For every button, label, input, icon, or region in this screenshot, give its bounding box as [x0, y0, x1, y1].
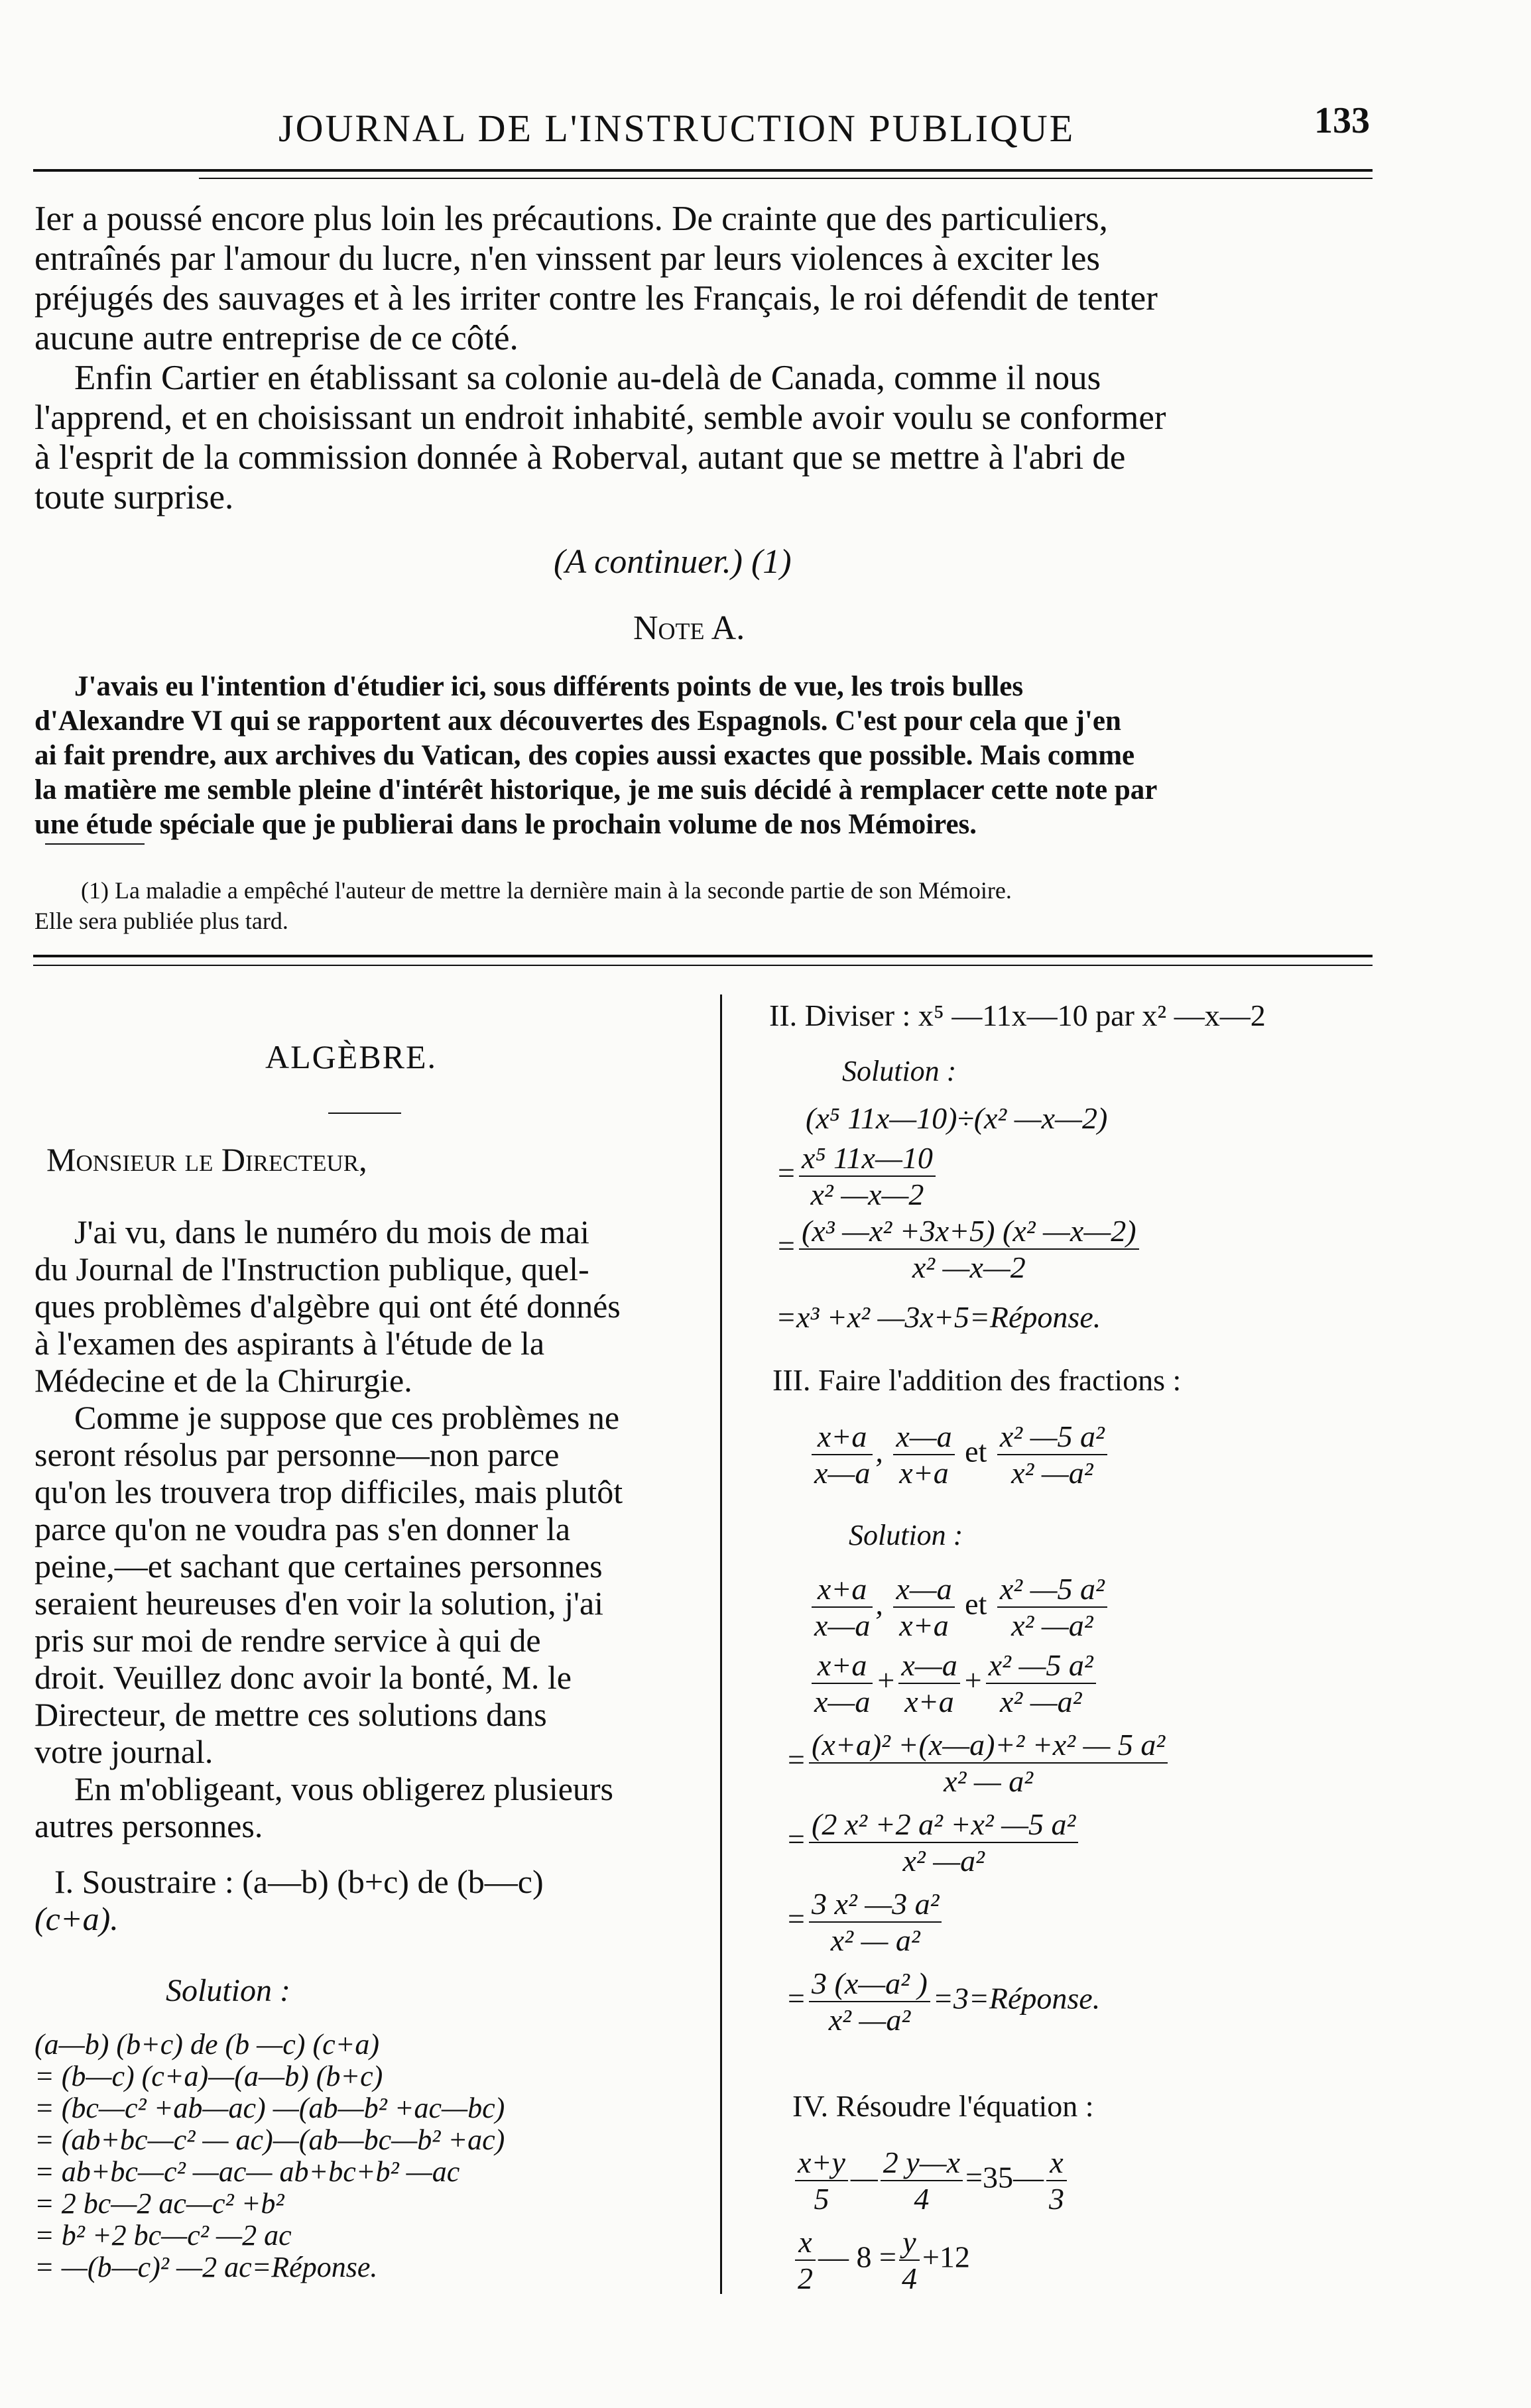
- text-line: préjugés des sauvages et à les irriter contre les Français, le roi défendit de tenter: [34, 279, 1158, 318]
- footnote-rule: [45, 843, 145, 845]
- equation-middle: =35—: [965, 2160, 1044, 2195]
- numerator: x² —5 a²: [997, 1571, 1107, 1608]
- text-line: Ier a poussé encore plus loin les précautions. De crainte que des particuliers,: [34, 200, 1108, 238]
- text-line: ques problèmes d'algèbre qui ont été donnés: [34, 1288, 621, 1325]
- numerator: x+y: [795, 2145, 848, 2181]
- algebra-heading: ALGÈBRE.: [265, 1038, 438, 1075]
- heading-rule: [328, 1113, 401, 1114]
- math-line: = (ab+bc—c² — ac)—(ab—bc—b² +ac): [34, 2124, 505, 2156]
- fraction: [812, 1571, 873, 1643]
- numerator: 3 x² —3 a²: [809, 1886, 942, 1923]
- numerator: x+a: [812, 1648, 873, 1684]
- running-head-title: JOURNAL DE L'INSTRUCTION PUBLIQUE: [278, 107, 1075, 150]
- denominator: x² —a²: [1011, 1608, 1093, 1642]
- numerator: x+a: [812, 1571, 873, 1608]
- text-line: droit. Veuillez donc avoir la bonté, M. le: [34, 1659, 572, 1696]
- text-line: qu'on les trouvera trop difficiles, mais plutôt: [34, 1473, 623, 1510]
- math-line: = ab+bc—c² —ac— ab+bc+b² —ac: [34, 2155, 460, 2188]
- letter-text: [34, 1213, 717, 1844]
- denominator: 4: [914, 2182, 930, 2216]
- fraction: [809, 1727, 1168, 1799]
- denominator: x² —a²: [1011, 1456, 1093, 1490]
- denominator: x+a: [899, 1456, 949, 1490]
- text-line: J'ai vu, dans le numéro du mois de mai: [74, 1213, 589, 1250]
- text-line: Directeur, de mettre ces solutions dans: [34, 1696, 547, 1733]
- problem-4: IV. Résoudre l'équation :: [792, 2089, 1094, 2123]
- numerator: x—a: [893, 1419, 954, 1455]
- text-line: peine,—et sachant que certaines personnes: [34, 1547, 603, 1585]
- text-line: ai fait prendre, aux archives du Vatican, des copies aussi exactes que possible. Mais comme: [34, 740, 1135, 771]
- article-paragraph-2: [34, 358, 1374, 517]
- p2-result: =x³ +x² —3x+5=Réponse.: [776, 1300, 1101, 1334]
- fraction: [997, 1571, 1107, 1643]
- numerator: x: [1046, 2145, 1067, 2181]
- text-line: aucune autre entreprise de ce côté.: [34, 319, 519, 357]
- p3-solution-line-2: $\frac{x+a}{x—a}$ + $\frac{x—a}{x+a}$ + $\frac{\text{x² —5 a²}}{\text{x² —a²}}$: [809, 1648, 1099, 1719]
- fraction: [799, 1140, 936, 1212]
- fraction: [809, 1966, 930, 2037]
- numerator: x² —5 a²: [986, 1648, 1096, 1684]
- denominator: x² —a²: [1000, 1685, 1082, 1718]
- p3-solution-line-6: = $\frac{\text{3 (x—a² )}}{\text{x² —a²}}$ =3=Réponse.: [786, 1966, 1101, 2037]
- conjunction: et: [965, 1434, 987, 1469]
- text-line: (c+a).: [34, 1900, 119, 1937]
- problem-3: III. Faire l'addition des fractions :: [772, 1363, 1182, 1397]
- column-rule: [720, 994, 722, 2294]
- text-line: seraient heureuses d'en voir la solution, j'ai: [34, 1585, 604, 1622]
- denominator: x+a: [899, 1608, 949, 1642]
- text-line: votre journal.: [34, 1733, 214, 1770]
- fraction: [809, 1807, 1078, 1878]
- text-line: I. Soustraire : (a—b) (b+c) de (b—c): [54, 1863, 544, 1900]
- denominator: x—a: [814, 1608, 871, 1642]
- denominator: x² — a²: [944, 1764, 1034, 1798]
- p3-solution-line-5: = $\frac{\text{3 x² —3 a²}}{\text{x² — a²}}$: [786, 1886, 944, 1958]
- header-rule: [33, 169, 1373, 172]
- fraction: [893, 1419, 954, 1490]
- section-rule: [33, 955, 1373, 957]
- p3-fractions: $\frac{x+a}{x—a}$ , $\frac{x—a}{x+a}$ et $\frac{\text{x² —5 a²}}{\text{x² —a²}}$: [809, 1419, 1110, 1490]
- p3-solution-line-1: $\frac{x+a}{x—a}$ , $\frac{x—a}{x+a}$ et $\frac{\text{x² —5 a²}}{\text{x² —a²}}$: [809, 1571, 1110, 1643]
- fraction: [812, 1648, 873, 1719]
- numerator: 3 (x—a² ): [809, 1966, 930, 2002]
- numerator: (2 x² +2 a² +x² —5 a²: [809, 1807, 1078, 1843]
- solution-1: [34, 2029, 717, 2283]
- p4-equation-1: $\frac{x+y}{5}$ — $\frac{2 y—x}{4}$ =35— $\frac{x}{3}$: [792, 2145, 1070, 2216]
- article-paragraph-1: [34, 199, 1374, 358]
- text-line: pris sur moi de rendre service à qui de: [34, 1622, 541, 1659]
- numerator: x⁵ 11x—10: [799, 1140, 936, 1177]
- fraction: [812, 1419, 873, 1490]
- text-line: (1) La maladie a empêché l'auteur de mettre la dernière main à la seconde partie de son Mémoire.: [81, 877, 1012, 904]
- numerator: x: [795, 2224, 816, 2261]
- text-line: à l'esprit de la commission donnée à Roberval, autant que se mettre à l'abri de: [34, 438, 1126, 477]
- denominator: 3: [1048, 2182, 1064, 2216]
- solution-label-2: Solution :: [842, 1055, 957, 1087]
- denominator: x² —a²: [828, 2003, 911, 2037]
- denominator: x² —x—2: [810, 1177, 924, 1211]
- text-line: d'Alexandre VI qui se rapportent aux découvertes des Espagnols. C'est pour cela que j'en: [34, 705, 1121, 737]
- note-a-text: [34, 670, 1374, 842]
- denominator: x² —x—2: [912, 1250, 1026, 1284]
- denominator: 5: [814, 2182, 829, 2216]
- fraction: [1046, 2145, 1067, 2216]
- fraction: [898, 1648, 959, 1719]
- text-line: J'avais eu l'intention d'étudier ici, sous différents points de vue, les trois bulles: [74, 671, 1024, 702]
- numerator: x² —5 a²: [997, 1419, 1107, 1455]
- math-line: = b² +2 bc—c² —2 ac: [34, 2219, 292, 2252]
- text-line: toute surprise.: [34, 478, 234, 516]
- equation-middle: — 8 =: [818, 2240, 896, 2274]
- p3-solution-line-4: = $\frac{\text{(2 x² +2 a² +x² —5 a²}}{\text{x² —a²}}$: [786, 1807, 1081, 1878]
- text-line: Elle sera publiée plus tard.: [34, 908, 288, 934]
- problem-1: [34, 1863, 717, 1937]
- text-line: En m'obligeant, vous obligerez plusieurs: [74, 1770, 614, 1807]
- fraction: [795, 2145, 848, 2216]
- p2-line-1: (x⁵ 11x—10)÷(x² —x—2): [806, 1101, 1108, 1135]
- salutation: Monsieur le Directeur,: [46, 1141, 367, 1178]
- denominator: x² —a²: [902, 1844, 985, 1878]
- p4-equation-2: [792, 2224, 970, 2296]
- text-line: l'apprend, et en choisissant un endroit inhabité, semble avoir voulu se conformer: [34, 398, 1166, 437]
- numerator: x—a: [893, 1571, 954, 1608]
- page-number: 133: [1314, 100, 1370, 141]
- note-title: Note A.: [633, 609, 745, 647]
- continuation-note: (A continuer.) (1): [554, 543, 792, 581]
- math-line: = (b—c) (c+a)—(a—b) (b+c): [34, 2060, 383, 2092]
- fraction: [799, 1213, 1139, 1285]
- solution-label: Solution :: [166, 1973, 290, 2008]
- p2-fraction-1: = $\frac{\text{x⁵ 11x—10}}{\text{x² —x—2}}$: [776, 1140, 938, 1212]
- math-line: (a—b) (b+c) de (b —c) (c+a): [34, 2028, 379, 2061]
- fraction: [795, 2224, 816, 2296]
- text-line: la matière me semble pleine d'intérêt historique, je me suis décidé à remplacer cette note par: [34, 774, 1158, 806]
- fraction: [893, 1571, 954, 1643]
- conjunction: et: [965, 1587, 987, 1621]
- text-line: seront résolus par personne—non parce: [34, 1436, 560, 1473]
- text-line: Médecine et de la Chirurgie.: [34, 1362, 412, 1399]
- fraction: [986, 1648, 1096, 1719]
- text-line: Comme je suppose que ces problèmes ne: [74, 1399, 620, 1436]
- text-line: du Journal de l'Instruction publique, quel-: [34, 1250, 589, 1288]
- numerator: y: [899, 2224, 920, 2261]
- denominator: 2: [798, 2261, 813, 2295]
- denominator: x—a: [814, 1456, 871, 1490]
- equation-tail: +12: [922, 2240, 970, 2274]
- answer: =3=Réponse.: [932, 1981, 1101, 2016]
- text-line: autres personnes.: [34, 1807, 263, 1844]
- numerator: (x+a)² +(x—a)+² +x² — 5 a²: [809, 1727, 1168, 1764]
- math-line: = 2 bc—2 ac—c² +b²: [34, 2187, 284, 2220]
- fraction: [809, 1886, 942, 1958]
- math-line: = —(b—c)² —2 ac=Réponse.: [34, 2251, 378, 2283]
- denominator: 4: [901, 2261, 917, 2295]
- numerator: (x³ —x² +3x+5) (x² —x—2): [799, 1213, 1139, 1250]
- text-line: une étude spéciale que je publierai dans le prochain volume de nos Mémoires.: [34, 809, 977, 840]
- footnote: [34, 875, 1374, 936]
- numerator: x+a: [812, 1419, 873, 1455]
- fraction: [881, 2145, 963, 2216]
- text-line: à l'examen des aspirants à l'étude de la: [34, 1325, 545, 1362]
- p2-fraction-2: = $\frac{\text{(x³ —x² +3x+5) (x² —x—2)}}{\text{x² —x—2}}$: [776, 1213, 1142, 1285]
- numerator: 2 y—x: [881, 2145, 963, 2181]
- problem-2: II. Diviser : x⁵ —11x—10 par x² —x—2: [769, 998, 1266, 1032]
- p3-solution-line-3: = $\frac{\text{(x+a)² +(x—a)+² +x² — 5 a²}}{\text{x² — a²}}$: [786, 1727, 1170, 1799]
- math-line: = (bc—c² +ab—ac) —(ab—b² +ac—bc): [34, 2092, 505, 2124]
- text-line: parce qu'on ne voudra pas s'en donner la: [34, 1510, 571, 1547]
- text-line: entraînés par l'amour du lucre, n'en vinssent par leurs violences à exciter les: [34, 239, 1101, 278]
- text-line: Enfin Cartier en établissant sa colonie au-delà de Canada, comme il nous: [74, 359, 1101, 397]
- fraction: [997, 1419, 1107, 1490]
- section-rule-thin: [33, 965, 1373, 966]
- solution-label-3: Solution :: [849, 1519, 963, 1551]
- denominator: x—a: [814, 1685, 871, 1718]
- numerator: x—a: [898, 1648, 959, 1684]
- denominator: x+a: [904, 1685, 954, 1718]
- fraction: [899, 2224, 920, 2296]
- denominator: x² — a²: [830, 1923, 920, 1957]
- header-rule-thin: [199, 178, 1373, 179]
